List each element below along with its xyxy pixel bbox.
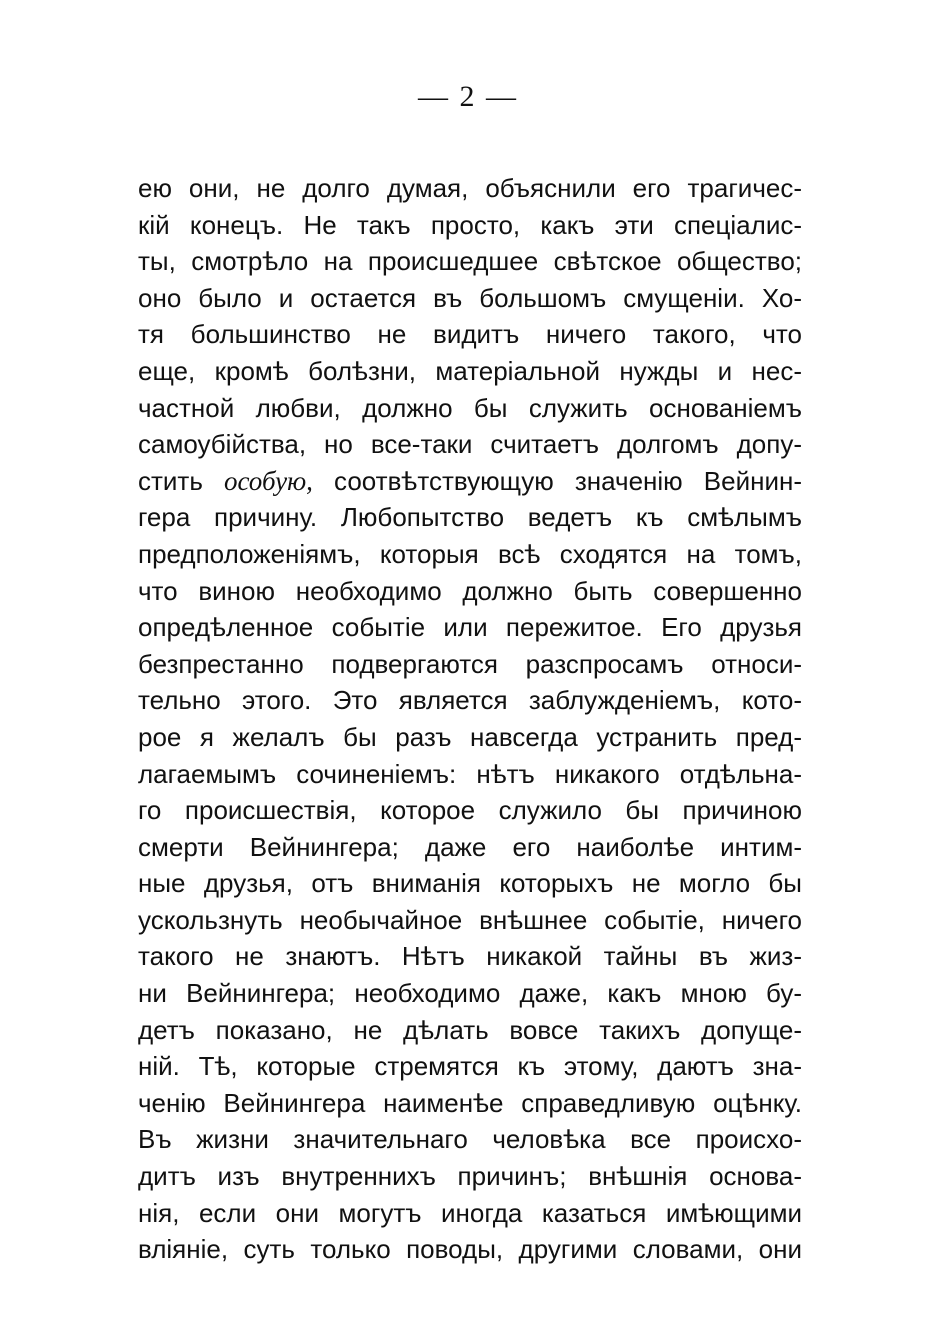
text-line-3: ты, смотрѣло на происшедшее свѣтское общество; <box>138 246 802 277</box>
text-line-20: ные друзья, отъ вниманія которыхъ не могло бы <box>138 868 802 899</box>
text-line-25: ній. Тѣ, которые стремятся къ этому, даютъ зна- <box>138 1051 802 1082</box>
text-line-7: частной любви, должно бы служить основаніемъ <box>138 392 802 423</box>
text-line-24: детъ показано, не дѣлать вовсе такихъ допуще- <box>138 1014 802 1045</box>
text-line-9-before: стить <box>138 465 224 496</box>
italic-emphasis: особую, <box>223 465 313 496</box>
text-line-9-after: соотвѣтствующую значенію Вейнин- <box>312 465 802 496</box>
text-line-8: самоубійства, но все-таки считаетъ долгомъ допу- <box>138 429 802 460</box>
text-line-18: го происшествія, которое служило бы причиною <box>138 795 802 826</box>
text-line-19: смерти Вейнингера; даже его наиболѣе интим- <box>138 831 802 862</box>
text-line-2: кій конецъ. Не такъ просто, какъ эти спеціалис- <box>138 209 802 240</box>
text-line-27: Въ жизни значительнаго человѣка все происхо- <box>138 1124 802 1155</box>
text-line-5: тя большинство не видитъ ничего такого, что <box>138 319 802 350</box>
text-line-28: дитъ изъ внутреннихъ причинъ; внѣшнія основа- <box>138 1161 802 1192</box>
text-line-14: безпрестанно подвергаются разспросамъ относи- <box>138 648 802 679</box>
text-line-23: ни Вейнингера; необходимо даже, какъ мною бу- <box>138 978 802 1009</box>
text-line-26: ченію Вейнингера наименѣе справедливую оцѣнку. <box>138 1087 802 1118</box>
text-line-9 <box>138 463 802 500</box>
text-line-29: нія, если они могутъ иногда казаться имѣющими <box>138 1197 802 1228</box>
text-line-15: тельно этого. Это является заблужденіемъ, кото- <box>138 685 802 716</box>
text-line-4: оно было и остается въ большомъ смущеніи. Хо- <box>138 282 802 313</box>
text-line-12: что виною необходимо должно быть совершенно <box>138 575 802 606</box>
text-line-6: еще, кромѣ болѣзни, матеріальной нужды и нес- <box>138 355 802 386</box>
text-line-13: опредѣленное событіе или пережитое. Его друзья <box>138 612 802 643</box>
text-line-11: предположеніямъ, которыя всѣ сходятся на томъ, <box>138 538 802 569</box>
text-line-10: гера причину. Любопытство ведетъ къ смѣлымъ <box>138 502 802 533</box>
text-line-30: вліяніе, суть только поводы, другими словами, они <box>138 1234 802 1265</box>
body-text <box>138 170 802 1268</box>
text-line-16: рое я желалъ бы разъ навсегда устранить пред- <box>138 721 802 752</box>
text-line-17: лагаемымъ сочиненіемъ: нѣтъ никакого отдѣльна- <box>138 758 802 789</box>
text-line-22: такого не знаютъ. Нѣтъ никакой тайны въ жиз- <box>138 941 802 972</box>
text-line-1: ею они, не долго думая, объяснили его трагичес- <box>138 173 802 203</box>
text-line-21: ускользнуть необычайное внѣшнее событіе, ничего <box>138 904 802 935</box>
page-number: — 2 — <box>418 80 518 113</box>
